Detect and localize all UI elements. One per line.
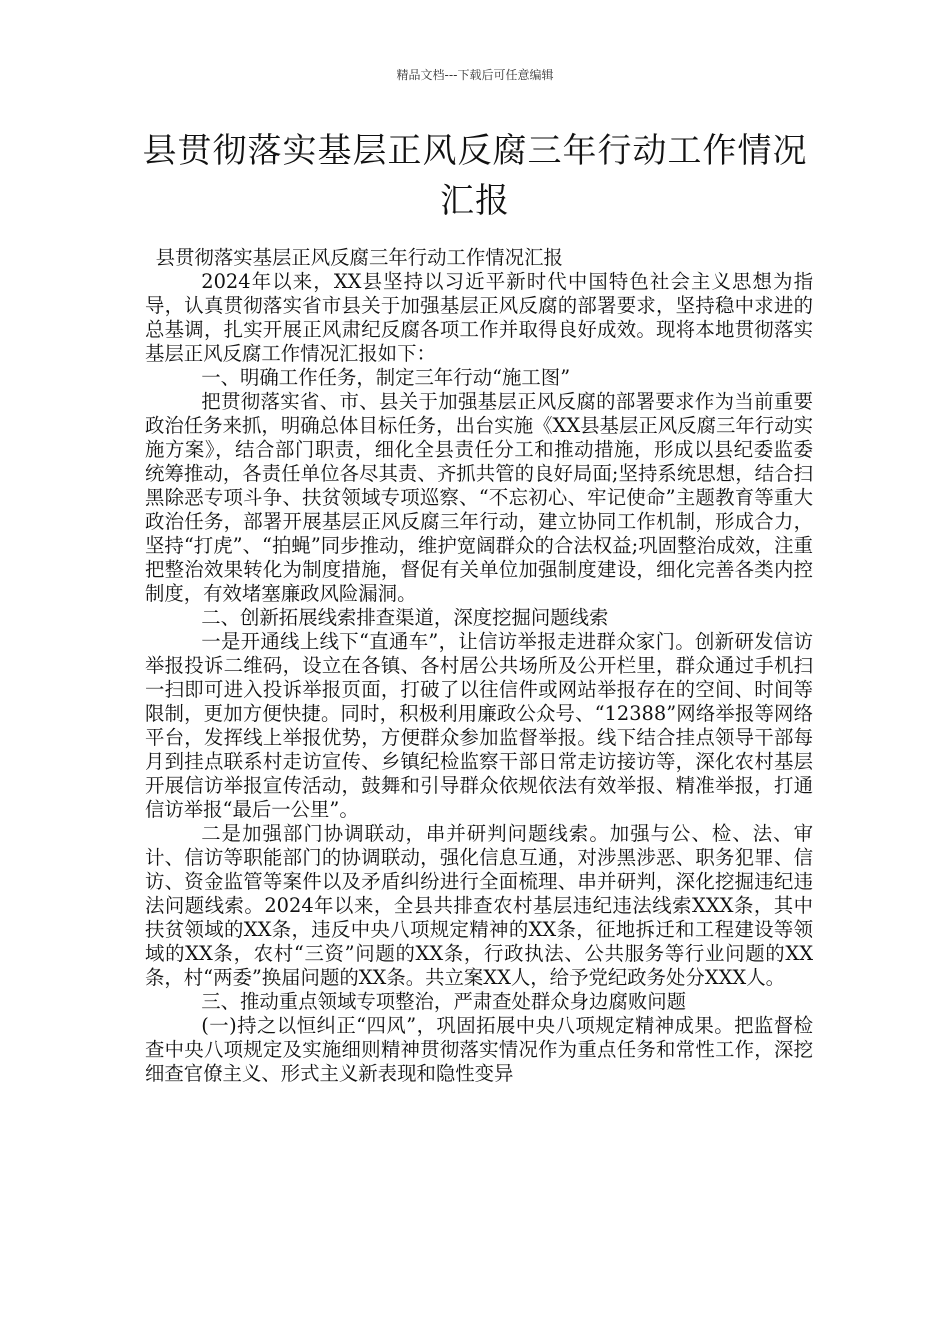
section-heading-1: 一、明确工作任务，制定三年行动“施工图” — [201, 366, 571, 389]
section-heading-3: 三、推动重点领域专项整治，严肃查处群众身边腐败问题 — [201, 990, 687, 1013]
document-body — [145, 246, 813, 1086]
section-2-paragraph-1: 一是开通线上线下“直通车”，让信访举报走进群众家门。创新研发信访举报投诉二维码，设立在各镇、各村居公共场所及公开栏里，群众通过手机扫一扫即可进入投诉举报页面，打破了以往信件或网站举报存在的空间、时间等限制，更加方便快捷。同时，积极利用廉政公众号、“12388”网络举报等网络平台，发挥线上举报优势，方便群众参加监督举报。线下结合挂点领导干部每月到挂点联系村走访宣传、乡镇纪检监察干部日常走访接访等，深化农村基层开展信访举报宣传活动，鼓舞和引导群众依规依法有效举报、精准举报，打通信访举报“最后一公里”。 — [145, 630, 813, 821]
page-header: 精品文档---下载后可任意编辑 — [396, 68, 554, 82]
section-1-paragraph: 把贯彻落实省、市、县关于加强基层正风反腐的部署要求作为当前重要政治任务来抓，明确总体目标任务，出台实施《XX县基层正风反腐三年行动实施方案》，结合部门职责，细化全县责任分工和推动措施，形成以县纪委监委统筹推动，各责任单位各尽其责、齐抓共管的良好局面;坚持系统思想，结合扫黑除恶专项斗争、扶贫领域专项巡察、“不忘初心、牢记使命”主题教育等重大政治任务，部署开展基层正风反腐三年行动，建立协同工作机制，形成合力，坚持“打虎”、“拍蝇”同步推动，维护宽阔群众的合法权益;巩固整治成效，注重把整治效果转化为制度措施，督促有关单位加强制度建设，细化完善各类内控制度，有效堵塞廉政风险漏洞。 — [145, 390, 813, 605]
section-heading-2: 二、创新拓展线索排查渠道，深度挖掘问题线索 — [201, 606, 609, 629]
document-title: 县贯彻落实基层正风反腐三年行动工作情况汇报 — [142, 131, 808, 221]
document-subtitle: 县贯彻落实基层正风反腐三年行动工作情况汇报 — [155, 246, 563, 269]
intro-paragraph: 2024年以来，XX县坚持以习近平新时代中国特色社会主义思想为指导，认真贯彻落实省市县关于加强基层正风反腐的部署要求，坚持稳中求进的总基调，扎实开展正风肃纪反腐各项工作并取得良好成效。现将本地贯彻落实基层正风反腐工作情况汇报如下： — [145, 270, 813, 365]
section-3-paragraph-1: (一)持之以恒纠正“四风”，巩固拓展中央八项规定精神成果。把监督检查中央八项规定及实施细则精神贯彻落实情况作为重点任务和常性工作，深挖细查官僚主义、形式主义新表现和隐性变异 — [145, 1014, 813, 1085]
section-2-paragraph-2: 二是加强部门协调联动，串并研判问题线索。加强与公、检、法、审计、信访等职能部门的协调联动，强化信息互通，对涉黑涉恶、职务犯罪、信访、资金监管等案件以及矛盾纠纷进行全面梳理、串并研判，深化挖掘违纪违法问题线索。2024年以来，全县共排查农村基层违纪违法线索XXX条，其中扶贫领域的XX条，违反中央八项规定精神的XX条，征地拆迁和工程建设等领域的XX条，农村“三资”问题的XX条，行政执法、公共服务等行业问题的XX条，村“两委”换届问题的XX条。共立案XX人，给予党纪政务处分XXX人。 — [145, 822, 813, 989]
